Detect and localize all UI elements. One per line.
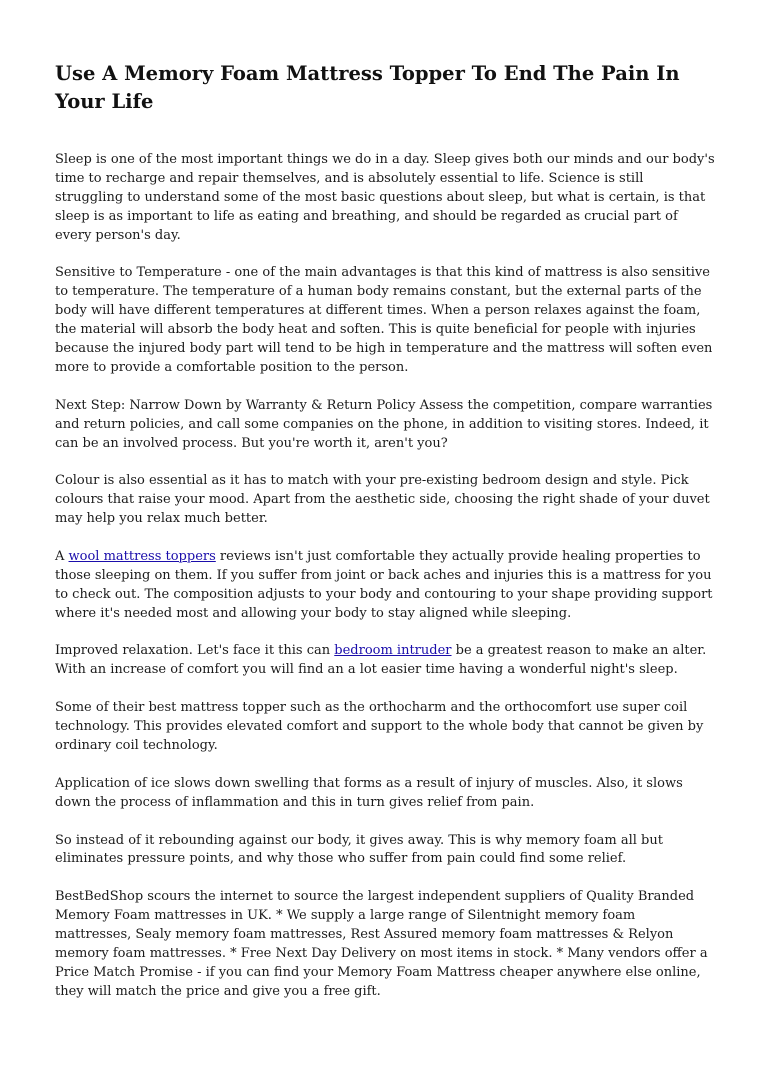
bedroom-intruder-link[interactable]: bedroom intruder bbox=[334, 643, 452, 659]
paragraph-colour: Colour is also essential as it has to match with your pre-existing bedroom design and style. Pick colours that raise your mood. Apart from the aesthetic side, choosing the right shade of your duvet may help you relax much better. bbox=[55, 473, 710, 527]
paragraph-text: A bbox=[55, 548, 69, 564]
paragraph-ice-application: Application of ice slows down swelling that forms as a result of injury of muscles. Also, it slows down the process of inflammation and this in turn gives relief from pain. bbox=[55, 775, 683, 810]
document-body bbox=[55, 60, 715, 1021]
paragraph-text: Improved relaxation. Let's face it this can bbox=[55, 643, 335, 659]
paragraph-text: be a greatest reason to make an alter. With an increase of comfort you will find an a lot easier time having a wonderful night's sleep. bbox=[55, 643, 707, 678]
paragraph-sleep-importance: Sleep is one of the most important things we do in a day. Sleep gives both our minds and our body's time to recharge and repair themselves, and is absolutely essential to life. Science is still struggling to understand some of the most basic questions about sleep, but what is certain, is that sleep is as important to life as eating and breathing, and should be regarded as crucial part of every person's day. bbox=[55, 152, 715, 243]
paragraph-text: reviews isn't just comfortable they actually provide healing properties to those sleeping on them. If you suffer from joint or back aches and injuries this is a mattress for you to check out. The composition adjusts to your body and contouring to your shape providing support where it's needed most and allowing your body to stay aligned while sleeping. bbox=[55, 548, 713, 621]
paragraph-bestbedshop: BestBedShop scours the internet to source the largest independent suppliers of Quality Branded Memory Foam mattresses in UK. * We supply a large range of Silentnight memory foam mattresses, Sealy memory foam mattresses, Rest Assured memory foam mattresses & Relyon memory foam mattresses. * Free Next Day Delivery on most items in stock. * Many vendors offer a Price Match Promise - if you can find your Memory Foam Mattress cheaper anywhere else online, they will match the price and give you a free gift. bbox=[55, 889, 708, 999]
document-title: Use A Memory Foam Mattress Topper To End The Pain In Your Life bbox=[55, 62, 680, 113]
paragraph-relaxation bbox=[55, 642, 715, 680]
paragraph-pressure-points: So instead of it rebounding against our body, it gives away. This is why memory foam all but eliminates pressure points, and why those who suffer from pain could find some relief. bbox=[55, 832, 663, 867]
wool-mattress-toppers-link[interactable]: wool mattress toppers bbox=[68, 548, 216, 564]
paragraph-temperature: Sensitive to Temperature - one of the main advantages is that this kind of mattress is also sensitive to temperature. The temperature of a human body remains constant, but the external parts of the body will have different temperatures at different times. When a person relaxes against the foam, the material will absorb the body heat and soften. This is quite beneficial for people with injuries because the injured body part will tend to be high in temperature and the mattress will soften even more to provide a comfortable position to the person. bbox=[55, 265, 713, 375]
paragraph-wool-toppers bbox=[55, 548, 715, 624]
paragraph-coil-technology: Some of their best mattress topper such as the orthocharm and the orthocomfort use super coil technology. This provides elevated comfort and support to the whole body that cannot be given by ordinary coil technology. bbox=[55, 700, 704, 753]
paragraph-warranty: Next Step: Narrow Down by Warranty & Return Policy Assess the competition, compare warranties and return policies, and call some companies on the phone, in addition to visiting stores. Indeed, it can be an involved process. But you're worth it, aren't you? bbox=[55, 397, 713, 451]
